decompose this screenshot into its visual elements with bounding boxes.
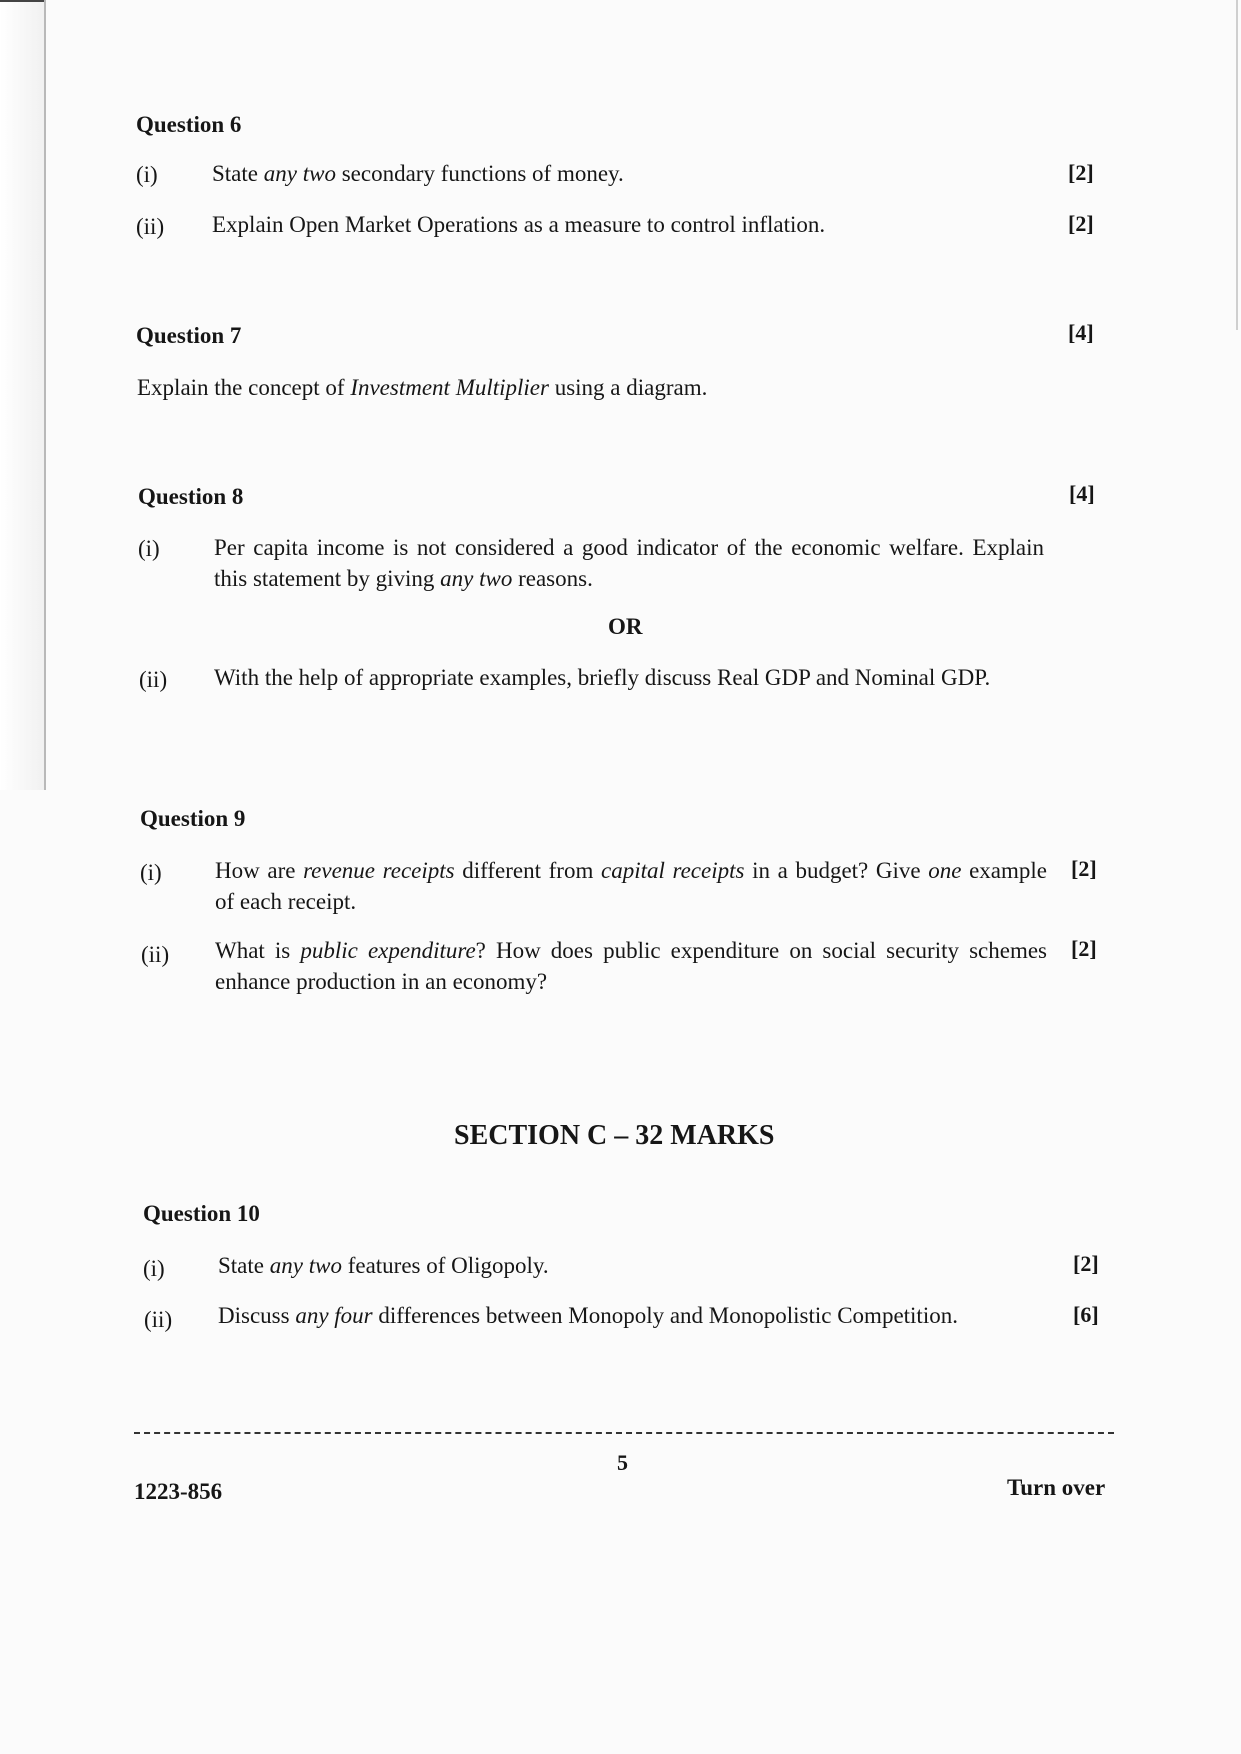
q10-i-marks: [2] xyxy=(1073,1251,1099,1276)
q10-ii-text: Discuss any four differences between Monopoly and Monopolistic Competition. xyxy=(218,1303,958,1328)
question-6-title: Question 6 xyxy=(136,112,242,137)
q8-or-divider: OR xyxy=(608,614,643,639)
scan-left-edge xyxy=(0,0,46,790)
q6-i-marks: [2] xyxy=(1068,160,1094,185)
q6-ii-number: (ii) xyxy=(136,214,165,239)
q9-ii-text: What is public expenditure? How does public expenditure on social security schemes enhance production in an economy? xyxy=(215,938,1048,994)
q6-ii-marks: [2] xyxy=(1068,211,1094,236)
q6-ii-text: Explain Open Market Operations as a measure to control inflation. xyxy=(212,212,826,237)
q10-i-number: (i) xyxy=(143,1256,165,1281)
question-7-title: Question 7 xyxy=(136,323,242,348)
q9-ii-number: (ii) xyxy=(141,942,170,967)
question-8-title: Question 8 xyxy=(138,484,244,509)
question-9-title: Question 9 xyxy=(140,806,246,831)
q10-ii-number: (ii) xyxy=(144,1307,173,1332)
q8-i-text: Per capita income is not considered a good indicator of the economic welfare. Explain this statement by giving any two reasons. xyxy=(214,535,1044,591)
q9-i-marks: [2] xyxy=(1071,856,1097,881)
scan-corner-mark xyxy=(0,0,44,2)
q9-i-number: (i) xyxy=(140,860,162,885)
turn-over-label: Turn over xyxy=(1007,1475,1106,1500)
q6-i-number: (i) xyxy=(136,162,158,187)
q7-marks: [4] xyxy=(1068,320,1094,345)
q8-marks: [4] xyxy=(1069,481,1095,506)
question-10-title: Question 10 xyxy=(143,1201,260,1226)
q6-i-text: State any two secondary functions of money. xyxy=(212,161,624,186)
footer-dashed-rule xyxy=(134,1432,1114,1434)
page-number: 5 xyxy=(617,1450,628,1475)
q8-i-number: (i) xyxy=(138,536,160,561)
scan-right-edge xyxy=(1236,0,1238,330)
q9-i-text: How are revenue receipts different from capital receipts in a budget? Give one example of each receipt. xyxy=(215,858,1048,914)
paper-code: 1223-856 xyxy=(134,1479,223,1504)
q10-ii-marks: [6] xyxy=(1073,1302,1099,1327)
q8-ii-text: With the help of appropriate examples, briefly discuss Real GDP and Nominal GDP. xyxy=(214,665,991,690)
q9-ii-marks: [2] xyxy=(1071,936,1097,961)
q7-text: Explain the concept of Investment Multiplier using a diagram. xyxy=(137,375,708,400)
q10-i-text: State any two features of Oligopoly. xyxy=(218,1253,549,1278)
section-c-heading: SECTION C – 32 MARKS xyxy=(454,1120,775,1151)
q8-ii-number: (ii) xyxy=(139,667,168,692)
